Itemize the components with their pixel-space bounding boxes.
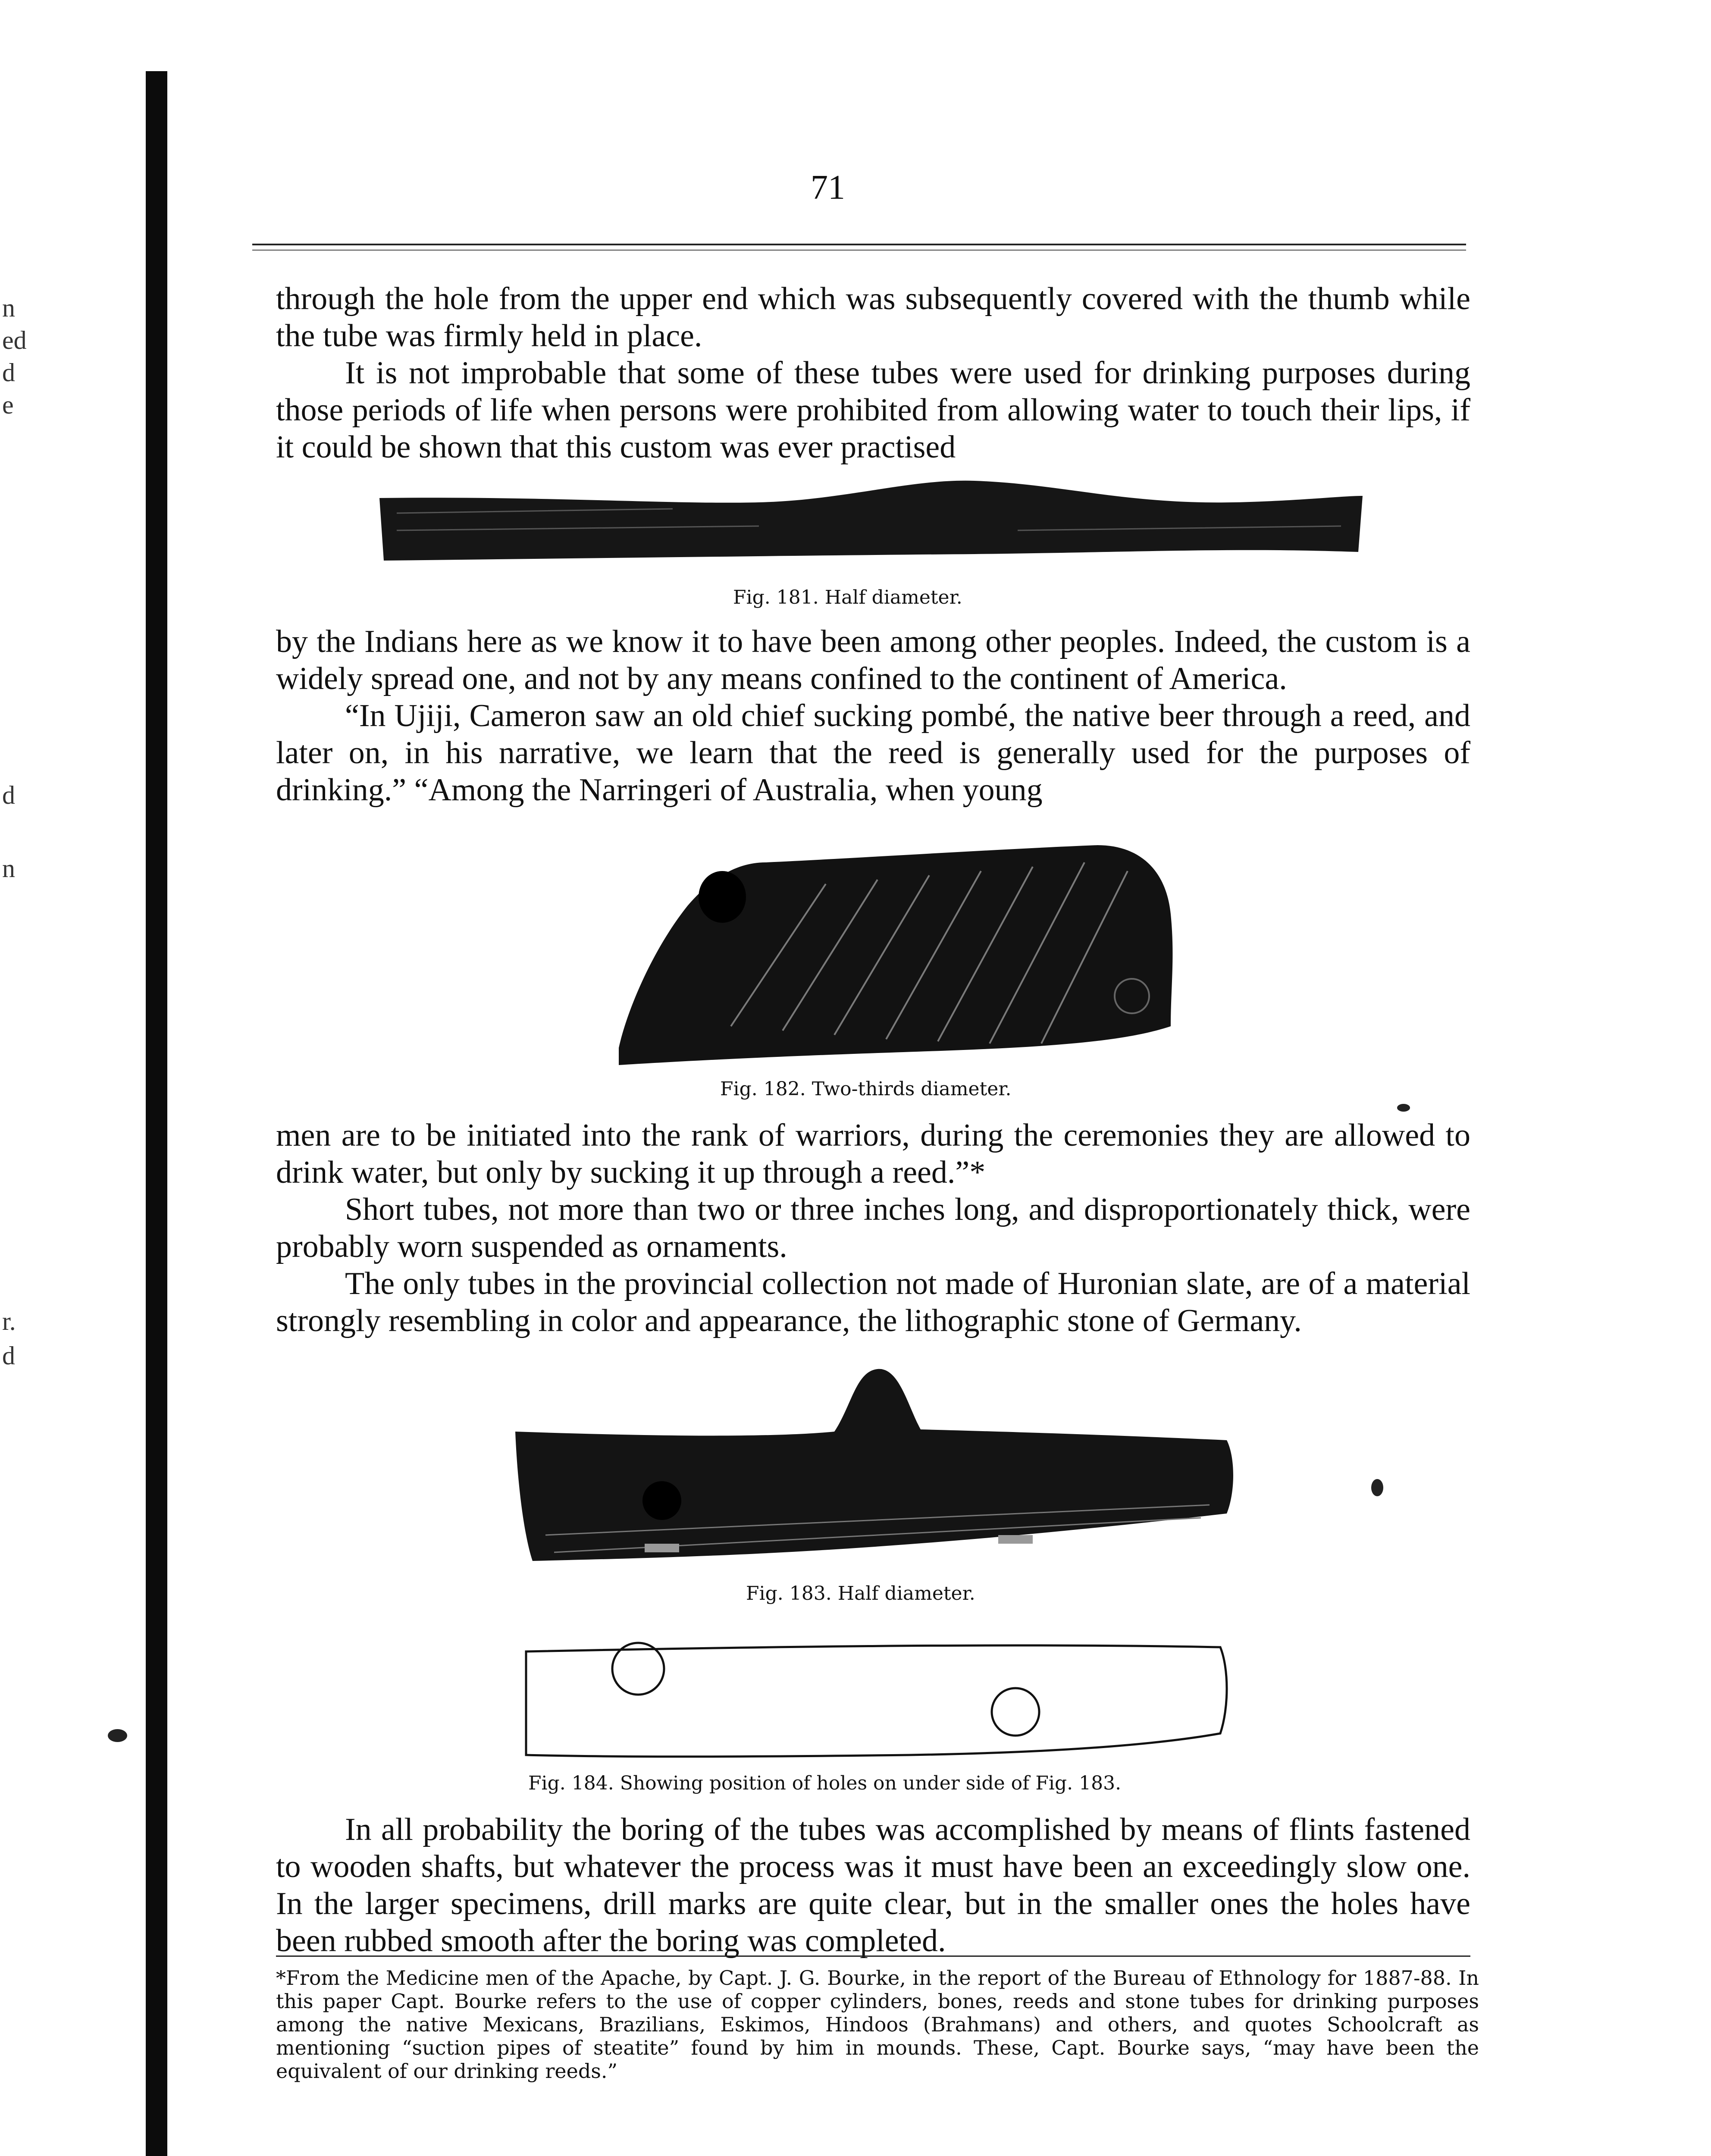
figure-183-tube [511,1363,1240,1578]
caption-fig-182: Fig. 182. Two-thirds diameter. [720,1078,1012,1100]
text-block-4 [276,1811,1470,1959]
edge-fragment: n [2,854,15,883]
paragraph: Short tubes, not more than two or three inches long, and disproportionately thick, were probably worn suspended as ornaments. [276,1192,1470,1264]
text-block-2 [276,623,1470,808]
paragraph: by the Indians here as we know it to have been among other peoples. Indeed, the custom is a widely spread one, and not by any means confined to the continent of America. [276,624,1470,696]
paragraph: It is not improbable that some of these tubes were used for drinking purposes during those periods of life when persons were prohibited from allowing water to touch their lips, if it could be shown that this custom was ever practised [276,355,1470,465]
hole-marker-1 [612,1643,664,1695]
edge-fragment: n [2,294,15,322]
paragraph: The only tubes in the provincial collection not made of Huronian slate, are of a material strongly resembling in color and appearance, the lithographic stone of Germany. [276,1266,1470,1338]
paragraph: “In Ujiji, Cameron saw an old chief sucking pombé, the native beer through a reed, and later on, in his narrative, we learn that the reed is generally used for the purposes of drinking.” “Among the Narringeri of Australia, when young [276,698,1470,808]
paragraph: In all probability the boring of the tubes was accomplished by means of flints fastened to wooden shafts, but whatever the process was it must have been an exceedingly slow one. In the larger specimens, drill marks are quite clear, but in the smaller ones the holes have been rubbed smooth after the boring was completed. [276,1812,1470,1959]
scan-speck [1371,1479,1383,1496]
text-block-3 [276,1117,1470,1339]
caption-fig-181: Fig. 181. Half diameter. [733,586,962,608]
paragraph: men are to be initiated into the rank of warriors, during the ceremonies they are allowed to drink water, but only by sucking it up through a reed.”* [276,1118,1470,1190]
edge-fragment: d [2,781,15,809]
paragraph: through the hole from the upper end which was subsequently covered with the thumb while the tube was firmly held in place. [276,281,1470,354]
edge-fragment: r. [2,1307,16,1335]
edge-fragment: ed [2,326,27,354]
scan-speck [1397,1104,1410,1112]
text-block-1 [276,280,1470,466]
figure-184-outline [522,1634,1233,1759]
binding-shadow-bar [146,71,167,2156]
page-number: 71 [811,169,845,207]
hole-marker-2 [992,1688,1039,1736]
footnote: *From the Medicine men of the Apache, by Capt. J. G. Bourke, in the report of the Bureau of Ethnology for 1887-88. In this paper Capt. Bourke refers to the use of copper cylinders, bones, reeds and stone tubes for drinking purposes among the native Mexicans, Brazilians, Eskimos, Hindoos (Brahmans) and others, and quotes Schoolcraft as mentioning “suction pipes of steatite” found by him in mounds. These, Capt. Bourke says, “may have been the equivalent of our drinking reeds.” [276,1966,1479,2083]
edge-fragment: d [2,358,15,387]
header-rule [252,244,1466,251]
edge-fragment: e [2,391,14,419]
figure-182-tube [602,845,1179,1069]
footnote-rule [276,1955,1470,1957]
caption-fig-184: Fig. 184. Showing position of holes on under side of Fig. 183. [528,1772,1122,1794]
edge-fragment: d [2,1341,15,1370]
figure-181-tube [371,479,1376,565]
caption-fig-183: Fig. 183. Half diameter. [746,1583,975,1604]
scan-speck [108,1729,127,1742]
